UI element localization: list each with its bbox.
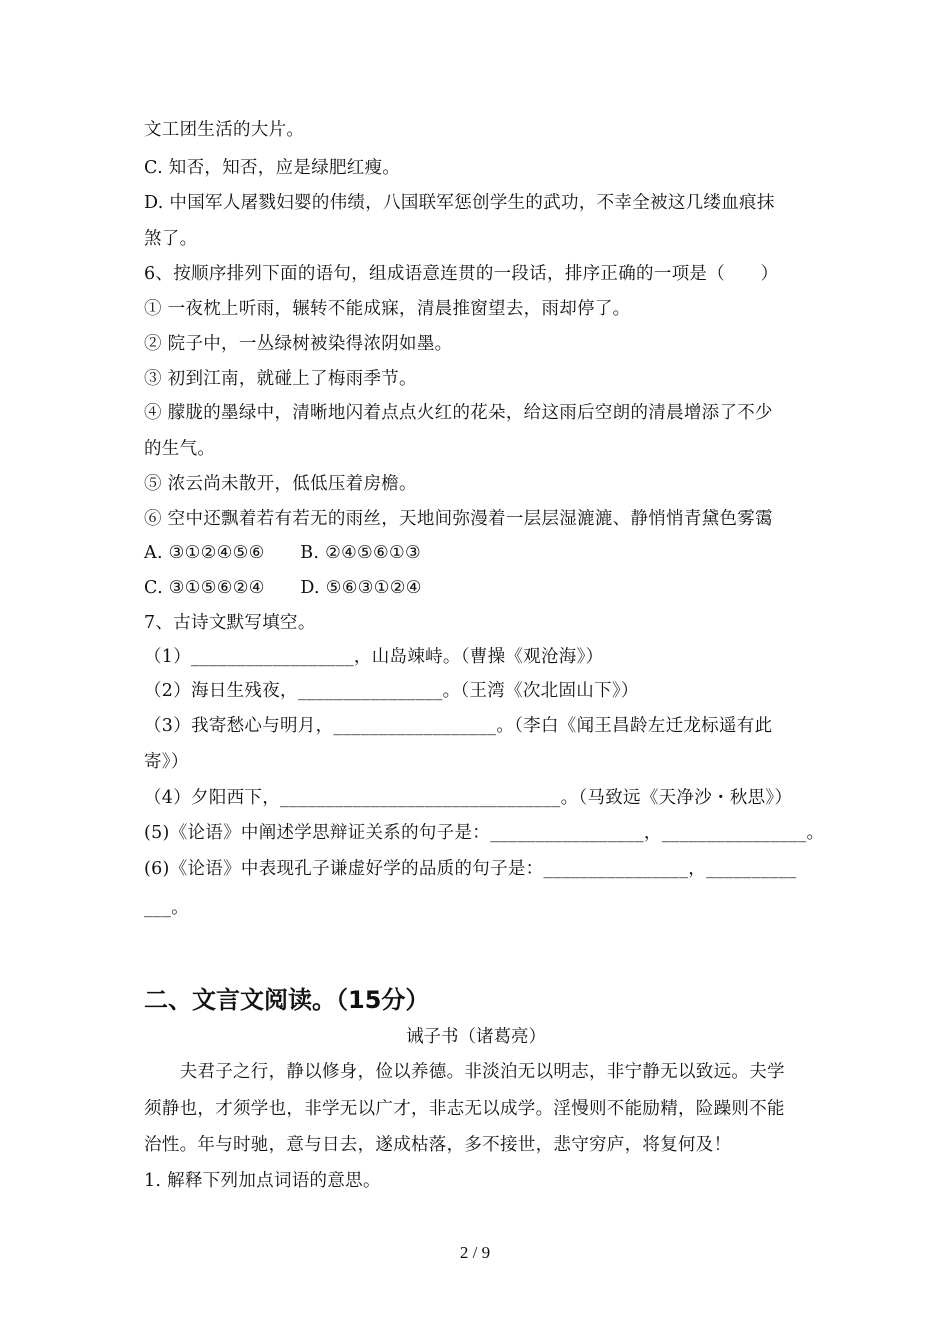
text-line: 寄》） (144, 752, 189, 772)
passage-line: 夫君子之行，静以修身，俭以养德。非淡泊无以明志，非宁静无以致远。夫学 (144, 1062, 785, 1082)
option-c: C. 知否，知否，应是绿肥红瘦。 (144, 158, 401, 178)
options-cd: C. ③①⑤⑥②④ D. ⑤⑥③①②④ (144, 578, 422, 598)
sentence-1: ① 一夜枕上听雨，辗转不能成寐，清晨推窗望去，雨却停了。 (144, 299, 631, 319)
fill-blank-5: (5)《论语》中阐述学思辩证关系的句子是：_________________，________________。 (144, 823, 825, 843)
text-line: 文工团生活的大片。 (144, 120, 305, 140)
fill-blank-1: （1）__________________，山岛竦峙。（曹操《观沧海》） (144, 647, 604, 667)
sentence-6: ⑥ 空中还飘着若有若无的雨丝，天地间弥漫着一层层湿漉漉、静悄悄青黛色雾霭 (144, 509, 773, 529)
question-6: 6、按顺序排列下面的语句，组成语意连贯的一段话，排序正确的一项是（ ） (144, 264, 779, 284)
text-line: 煞了。 (144, 229, 198, 249)
fill-blank-4: （4）夕阳西下，_______________________________。（马致远《天净沙・秋思》） (144, 788, 793, 808)
sentence-3: ③ 初到江南，就碰上了梅雨季节。 (144, 369, 417, 389)
sentence-5: ⑤ 浓云尚未散开，低低压着房檐。 (144, 474, 417, 494)
text-line: ___。 (144, 898, 189, 918)
question-1: 1. 解释下列加点词语的意思。 (144, 1171, 381, 1191)
text-line: 的生气。 (144, 439, 216, 459)
fill-blank-3: （3）我寄愁心与明月，__________________。（李白《闻王昌龄左迁龙标遥有此 (144, 716, 773, 736)
section-title: 二、文言文阅读。（15分） (144, 986, 430, 1014)
sentence-4: ④ 朦胧的墨绿中，清晰地闪着点点火红的花朵，给这雨后空朗的清晨增添了不少 (144, 403, 773, 423)
sentence-2: ② 院子中，一丛绿树被染得浓阴如墨。 (144, 334, 453, 354)
option-d: D. 中国军人屠戮妇婴的伟绩，八国联军惩创学生的武功，不幸全被这几缕血痕抹 (144, 193, 775, 213)
passage-title: 诫子书（诸葛亮） (406, 1027, 546, 1047)
fill-blank-6: (6)《论语》中表现孔子谦虚好学的品质的句子是：________________，__________ (144, 859, 797, 879)
options-ab: A. ③①②④⑤⑥ B. ②④⑤⑥①③ (144, 543, 422, 563)
page-number: 2 / 9 (459, 1243, 491, 1262)
passage-line: 治性。年与时驰，意与日去，遂成枯落，多不接世，悲守穷庐，将复何及！ (144, 1135, 732, 1155)
passage-line: 须静也，才须学也，非学无以广才，非志无以成学。淫慢则不能励精，险躁则不能 (144, 1099, 785, 1119)
fill-blank-2: （2）海日生残夜，________________。（王湾《次北固山下》） (144, 681, 639, 701)
question-7: 7、古诗文默写填空。 (144, 613, 316, 633)
